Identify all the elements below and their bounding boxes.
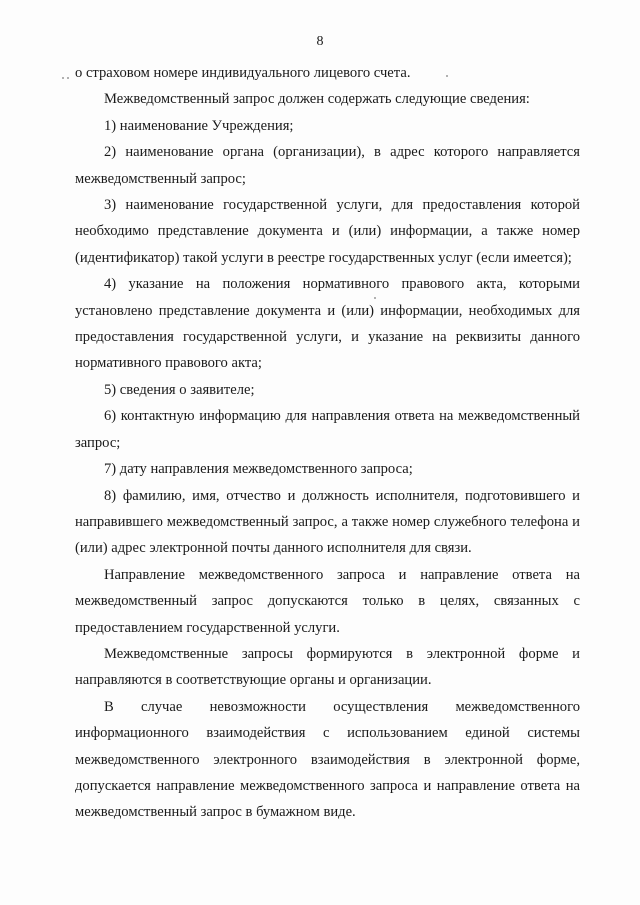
list-item-7: 7) дату направления межведомственного запроса; bbox=[104, 461, 413, 478]
paragraph-request-purpose: Направление межведомственного запроса и направление ответа на межведомственный запрос допускаются только в целях, связанных с предоставлением государственной услуги. bbox=[75, 566, 580, 636]
scan-artifact bbox=[62, 77, 64, 79]
paragraph-paper-form: В случае невозможности осуществления межведомственного информационного взаимодействия с использованием единой системы межведомственного электронного взаимодействия в электронной форме, допускается направление межведомственного запроса и направление ответа на межведомственный запрос в бумажном виде. bbox=[75, 698, 580, 821]
list-item-4: 4) указание на положения нормативного правового акта, которыми установлено представление документа и (или) информации, необходимых для предоставления государственной услуги, и указание на реквизиты данного нормативного правового акта; bbox=[75, 276, 580, 372]
list-item-2: 2) наименование органа (организации), в адрес которого направляется межведомственный запрос; bbox=[75, 144, 580, 187]
list-item-5: 5) сведения о заявителе; bbox=[104, 381, 255, 398]
list-item-6: 6) контактную информацию для направления ответа на межведомственный запрос; bbox=[75, 408, 580, 451]
paragraph-intro: Межведомственный запрос должен содержать следующие сведения: bbox=[104, 91, 530, 108]
list-item-8: 8) фамилию, имя, отчество и должность исполнителя, подготовившего и направившего межведомственный запрос, а также номер служебного телефона и (или) адрес электронной почты данного исполнителя для связи. bbox=[75, 487, 580, 557]
list-item-1: 1) наименование Учреждения; bbox=[104, 117, 294, 134]
paragraph-continuation: о страховом номере индивидуального лицевого счета. bbox=[75, 65, 411, 81]
page-number: 8 bbox=[316, 34, 324, 49]
list-item-3: 3) наименование государственной услуги, для предоставления которой необходимо представление документа и (или) информации, а также номер (идентификатор) такой услуги в реестре государственных услуг (если имеется); bbox=[75, 197, 580, 266]
paragraph-electronic-form: Межведомственные запросы формируются в электронной форме и направляются в соответствующие органы и организации. bbox=[75, 645, 580, 689]
scan-artifact bbox=[67, 77, 69, 79]
document-body bbox=[75, 60, 580, 826]
